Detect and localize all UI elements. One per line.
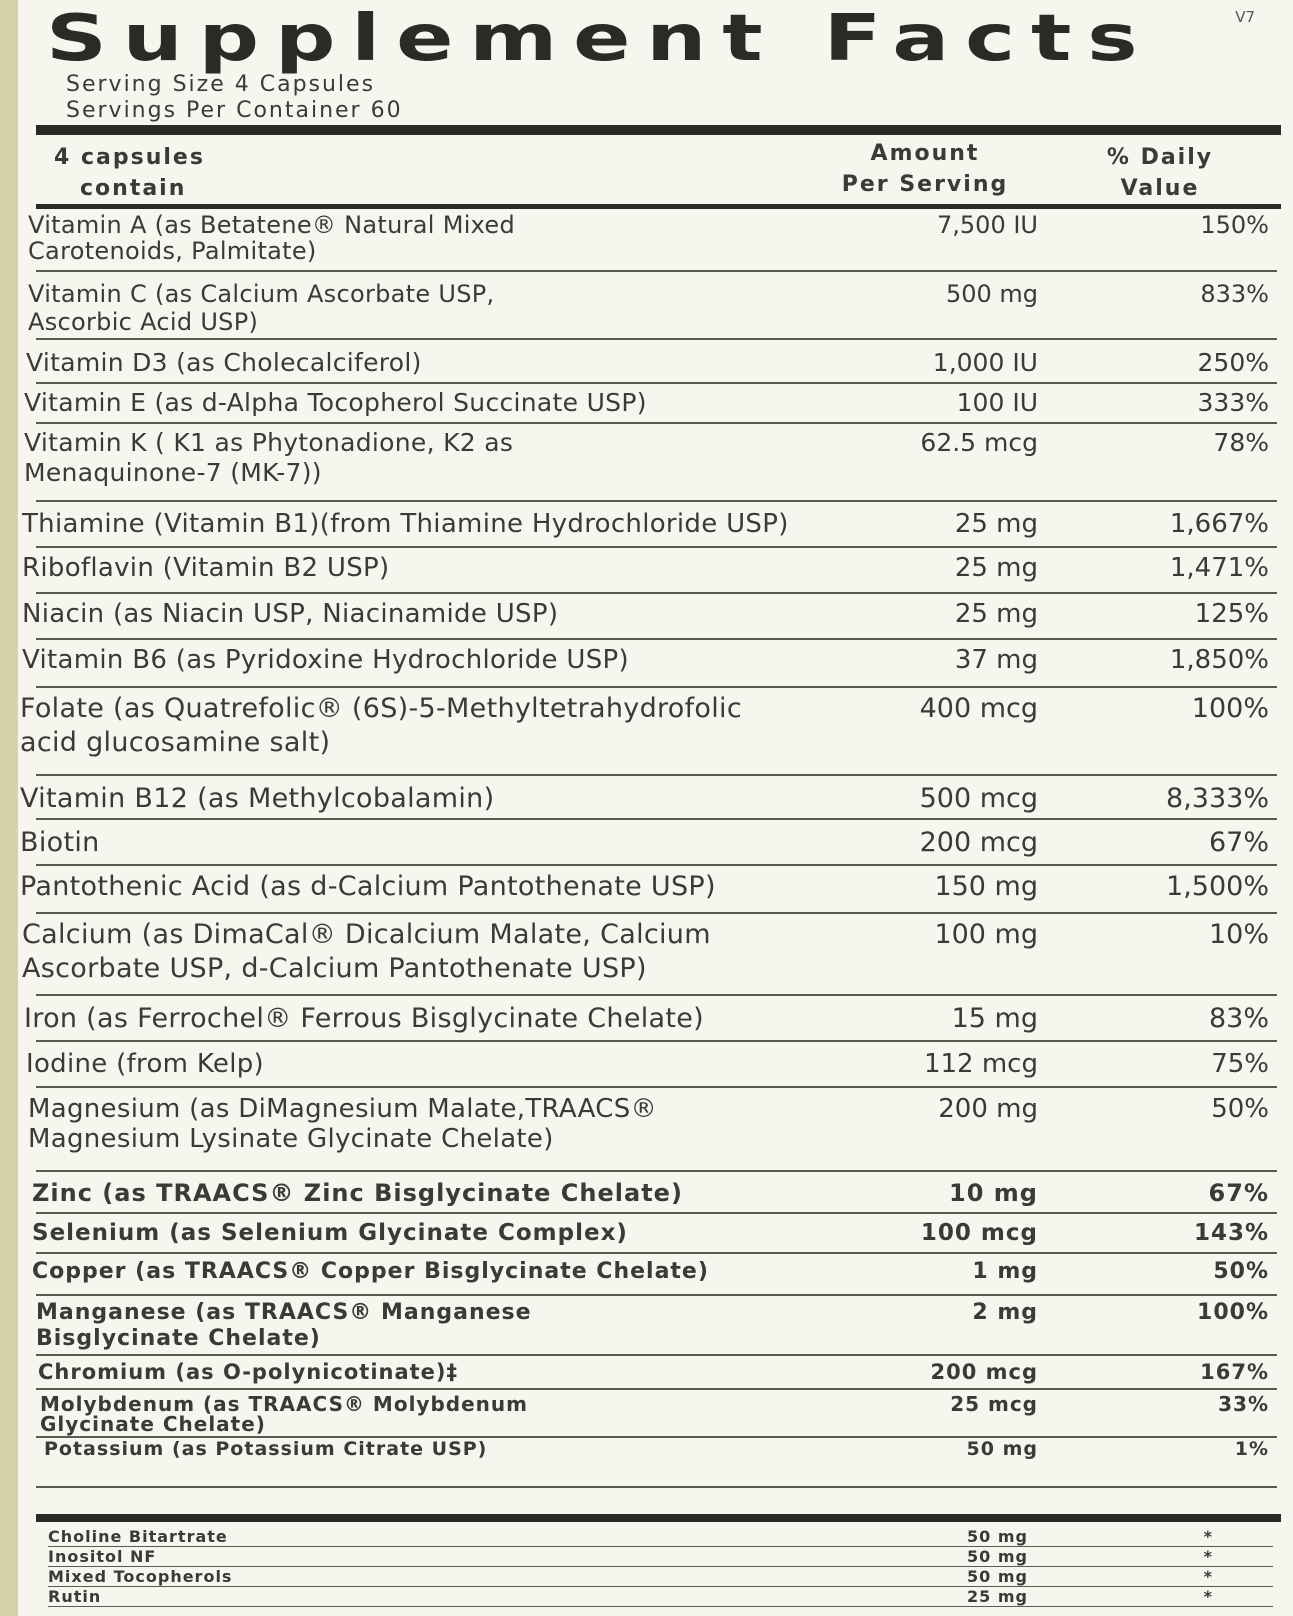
- nutrient-amount: 37 mg: [954, 645, 1038, 675]
- other-ingredient-name: Rutin: [48, 1587, 102, 1606]
- nutrient-daily-value: 1,471%: [1169, 553, 1269, 583]
- nutrient-amount: 400 mcg: [919, 693, 1038, 724]
- other-ingredient-amount: 50 mg: [967, 1547, 1028, 1566]
- row-divider: [36, 1354, 1277, 1356]
- nutrient-daily-value: 33%: [1218, 1392, 1269, 1416]
- nutrient-name-line1: Folate (as Quatrefolic® (6S)-5-Methyltetrahydrofolic: [20, 693, 743, 724]
- row-divider: [36, 1040, 1277, 1042]
- other-ingredient-dv: *: [1203, 1527, 1213, 1546]
- servings-per-container: Servings Per Container 60: [66, 98, 403, 123]
- nutrient-name: [32, 1178, 683, 1208]
- nutrient-amount: 500 mg: [945, 280, 1038, 308]
- nutrient-name: [44, 1440, 487, 1458]
- nutrient-name: [22, 918, 711, 986]
- row-divider: [36, 422, 1277, 424]
- nutrient-daily-value: 67%: [1208, 1179, 1269, 1207]
- nutrient-amount: 10 mg: [949, 1179, 1038, 1207]
- other-ingredient-name: Inositol NF: [48, 1547, 157, 1566]
- nutrient-name-line1: Pantothenic Acid (as d-Calcium Pantothenate USP): [20, 871, 716, 902]
- nutrient-name: [26, 348, 422, 378]
- nutrient-name-line1: Vitamin B12 (as Methylcobalamin): [20, 783, 495, 814]
- row-divider: [36, 592, 1277, 594]
- row-divider: [36, 270, 1277, 272]
- nutrient-daily-value: 1,500%: [1166, 871, 1269, 902]
- nutrient-amount: 2 mg: [972, 1300, 1038, 1325]
- nutrient-name-line1: Iodine (from Kelp): [26, 1049, 264, 1079]
- header-col2-line1: Amount: [870, 141, 980, 166]
- nutrient-name-line1: Thiamine (Vitamin B1)(from Thiamine Hydrochloride USP): [22, 509, 789, 539]
- nutrient-amount: 150 mg: [934, 871, 1038, 902]
- nutrient-name: [32, 1218, 628, 1248]
- nutrient-amount: 200 mcg: [930, 1360, 1038, 1384]
- nutrient-name: [20, 692, 742, 760]
- row-divider: [36, 382, 1277, 384]
- nutrient-name-line1: Copper (as TRAACS® Copper Bisglycinate Chelate): [32, 1259, 709, 1284]
- nutrient-daily-value: 250%: [1197, 348, 1269, 377]
- row-divider: [36, 546, 1277, 548]
- nutrient-amount: 200 mcg: [919, 827, 1038, 858]
- nutrient-daily-value: 143%: [1193, 1220, 1269, 1246]
- nutrient-name: [24, 388, 647, 418]
- nutrient-daily-value: 50%: [1213, 1259, 1269, 1284]
- nutrient-name: [32, 1258, 709, 1286]
- other-ingredient-amount: 50 mg: [967, 1527, 1028, 1546]
- header-col1-line1: 4 capsules: [54, 145, 205, 170]
- nutrient-amount: 1 mg: [972, 1259, 1038, 1284]
- nutrient-name-line2: Bisglycinate Chelate): [36, 1326, 321, 1351]
- nutrient-name-line1: Magnesium (as DiMagnesium Malate,TRAACS®: [28, 1094, 657, 1124]
- row-divider: [36, 912, 1277, 914]
- nutrient-amount: 112 mcg: [923, 1049, 1038, 1079]
- nutrient-name: [20, 870, 716, 904]
- nutrient-name: [22, 508, 789, 540]
- row-divider: [36, 994, 1277, 996]
- nutrient-name-line2: Ascorbic Acid USP): [28, 308, 259, 336]
- row-divider: [36, 774, 1277, 776]
- nutrient-amount: 62.5 mcg: [920, 428, 1038, 457]
- nutrient-name-line1: Vitamin B6 (as Pyridoxine Hydrochloride USP): [22, 645, 629, 675]
- nutrient-name: [22, 552, 389, 584]
- nutrient-name-line1: Calcium (as DimaCal® Dicalcium Malate, Calcium: [22, 919, 711, 950]
- row-divider: [36, 686, 1277, 688]
- nutrient-name-line1: Iron (as Ferrochel® Ferrous Bisglycinate Chelate): [24, 1003, 705, 1034]
- header-divider: [36, 204, 1281, 209]
- row-divider: [36, 864, 1277, 866]
- nutrient-name-line1: Vitamin A (as Betatene® Natural Mixed: [28, 211, 516, 239]
- nutrient-daily-value: 167%: [1200, 1360, 1269, 1384]
- nutrient-name: [38, 1360, 458, 1384]
- row-divider: [48, 1606, 1273, 1607]
- nutrient-amount: 100 mcg: [920, 1220, 1038, 1246]
- nutrient-daily-value: 125%: [1194, 599, 1269, 629]
- nutrient-name-line1: Molybdenum (as TRAACS® Molybdenum: [40, 1392, 528, 1416]
- row-divider: [36, 818, 1277, 820]
- nutrient-name: [22, 644, 629, 676]
- header-col2-line2: Per Serving: [841, 172, 1009, 197]
- nutrient-amount: 1,000 IU: [932, 348, 1038, 377]
- row-divider: [36, 638, 1277, 640]
- others-divider: [36, 1514, 1281, 1522]
- nutrient-name-line1: Selenium (as Selenium Glycinate Complex): [32, 1220, 628, 1246]
- nutrient-name-line1: Biotin: [20, 827, 100, 858]
- label-title: Supplement Facts: [46, 2, 1154, 76]
- row-divider: [36, 500, 1277, 502]
- nutrient-name-line1: Niacin (as Niacin USP, Niacinamide USP): [22, 599, 559, 629]
- nutrient-daily-value: 83%: [1208, 1003, 1269, 1034]
- supplement-facts-label: [18, 0, 1293, 1616]
- nutrient-name-line2: Menaquinone-7 (MK-7)): [24, 458, 322, 487]
- nutrient-amount: 200 mg: [938, 1094, 1038, 1124]
- row-divider: [36, 1212, 1277, 1214]
- nutrient-name: [36, 1300, 532, 1352]
- header-col3-line1: % Daily: [1106, 145, 1214, 170]
- nutrient-amount: 25 mg: [954, 553, 1038, 583]
- row-divider: [36, 1294, 1277, 1296]
- column-header-dv: [1090, 142, 1230, 204]
- nutrient-name-line1: Vitamin E (as d-Alpha Tocopherol Succinate USP): [24, 388, 647, 417]
- version-mark: V7: [1235, 8, 1255, 26]
- nutrient-amount: 25 mg: [954, 509, 1038, 539]
- column-header-contents: [54, 142, 205, 204]
- nutrient-name-line2: Magnesium Lysinate Glycinate Chelate): [28, 1124, 554, 1154]
- row-divider: [36, 1486, 1277, 1488]
- other-ingredient-dv: *: [1203, 1567, 1213, 1586]
- nutrient-name: [28, 212, 515, 264]
- other-ingredient-name: Mixed Tocopherols: [48, 1567, 233, 1586]
- nutrient-name-line2: Glycinate Chelate): [40, 1412, 266, 1436]
- nutrient-daily-value: 75%: [1211, 1049, 1269, 1079]
- serving-info: [66, 72, 403, 124]
- nutrient-name: [28, 1094, 657, 1154]
- nutrient-daily-value: 100%: [1197, 1300, 1269, 1325]
- column-header-amount: [830, 138, 1020, 200]
- row-divider: [36, 338, 1277, 340]
- nutrient-daily-value: 1,850%: [1169, 645, 1269, 675]
- nutrient-amount: 500 mcg: [919, 783, 1038, 814]
- nutrient-amount: 25 mg: [954, 599, 1038, 629]
- nutrient-name: [28, 280, 494, 336]
- nutrient-name-line1: Potassium (as Potassium Citrate USP): [44, 1438, 488, 1460]
- nutrient-name-line1: Manganese (as TRAACS® Manganese: [36, 1300, 532, 1325]
- other-ingredient-dv: *: [1203, 1547, 1213, 1566]
- header-col3-line2: Value: [1120, 176, 1200, 201]
- row-divider: [36, 1252, 1277, 1254]
- row-divider: [48, 1586, 1273, 1587]
- other-ingredient-amount: 25 mg: [967, 1587, 1028, 1606]
- nutrient-name: [22, 598, 558, 630]
- row-divider: [36, 1388, 1277, 1390]
- nutrient-name-line2: acid glucosamine salt): [20, 727, 331, 758]
- nutrient-name-line1: Riboflavin (Vitamin B2 USP): [22, 553, 390, 583]
- nutrient-daily-value: 833%: [1200, 280, 1269, 308]
- other-ingredient-amount: 50 mg: [967, 1567, 1028, 1586]
- nutrient-name-line1: Chromium (as O-polynicotinate)‡: [38, 1360, 459, 1384]
- nutrient-name-line1: Vitamin D3 (as Cholecalciferol): [26, 348, 422, 377]
- nutrient-daily-value: 100%: [1191, 693, 1269, 724]
- serving-size: Serving Size 4 Capsules: [66, 72, 376, 97]
- nutrient-daily-value: 333%: [1197, 388, 1269, 417]
- other-ingredient-name: Choline Bitartrate: [48, 1527, 228, 1546]
- nutrient-name: [24, 428, 513, 488]
- nutrient-daily-value: 150%: [1200, 211, 1269, 239]
- top-divider: [36, 125, 1281, 135]
- nutrient-name-line1: Zinc (as TRAACS® Zinc Bisglycinate Chelate): [32, 1179, 683, 1207]
- nutrient-amount: 25 mcg: [950, 1392, 1038, 1416]
- nutrient-name: [26, 1048, 264, 1080]
- header-col1-line2: contain: [80, 176, 187, 201]
- nutrient-name-line2: Carotenoids, Palmitate): [28, 237, 317, 265]
- nutrient-daily-value: 10%: [1208, 919, 1269, 950]
- nutrient-name-line1: Vitamin C (as Calcium Ascorbate USP,: [28, 280, 495, 308]
- nutrient-name: [40, 1394, 528, 1434]
- row-divider: [36, 1086, 1277, 1088]
- nutrient-name-line2: Ascorbate USP, d-Calcium Pantothenate USP): [22, 953, 647, 984]
- row-divider: [36, 1170, 1277, 1172]
- nutrient-amount: 15 mg: [951, 1003, 1038, 1034]
- nutrient-amount: 100 IU: [956, 388, 1038, 417]
- nutrient-daily-value: 50%: [1211, 1094, 1269, 1124]
- nutrient-daily-value: 67%: [1208, 827, 1269, 858]
- nutrient-daily-value: 1%: [1234, 1438, 1269, 1460]
- nutrient-daily-value: 78%: [1213, 428, 1269, 457]
- nutrient-daily-value: 8,333%: [1166, 783, 1269, 814]
- nutrient-name: [20, 826, 100, 860]
- other-ingredient-dv: *: [1203, 1587, 1213, 1606]
- row-divider: [48, 1546, 1273, 1547]
- nutrient-name: [24, 1002, 704, 1036]
- nutrient-amount: 100 mg: [934, 919, 1038, 950]
- nutrient-name: [20, 782, 494, 816]
- nutrient-amount: 50 mg: [966, 1438, 1038, 1460]
- nutrient-amount: 7,500 IU: [937, 211, 1038, 239]
- nutrient-name-line1: Vitamin K ( K1 as Phytonadione, K2 as: [24, 428, 514, 457]
- nutrient-daily-value: 1,667%: [1169, 509, 1269, 539]
